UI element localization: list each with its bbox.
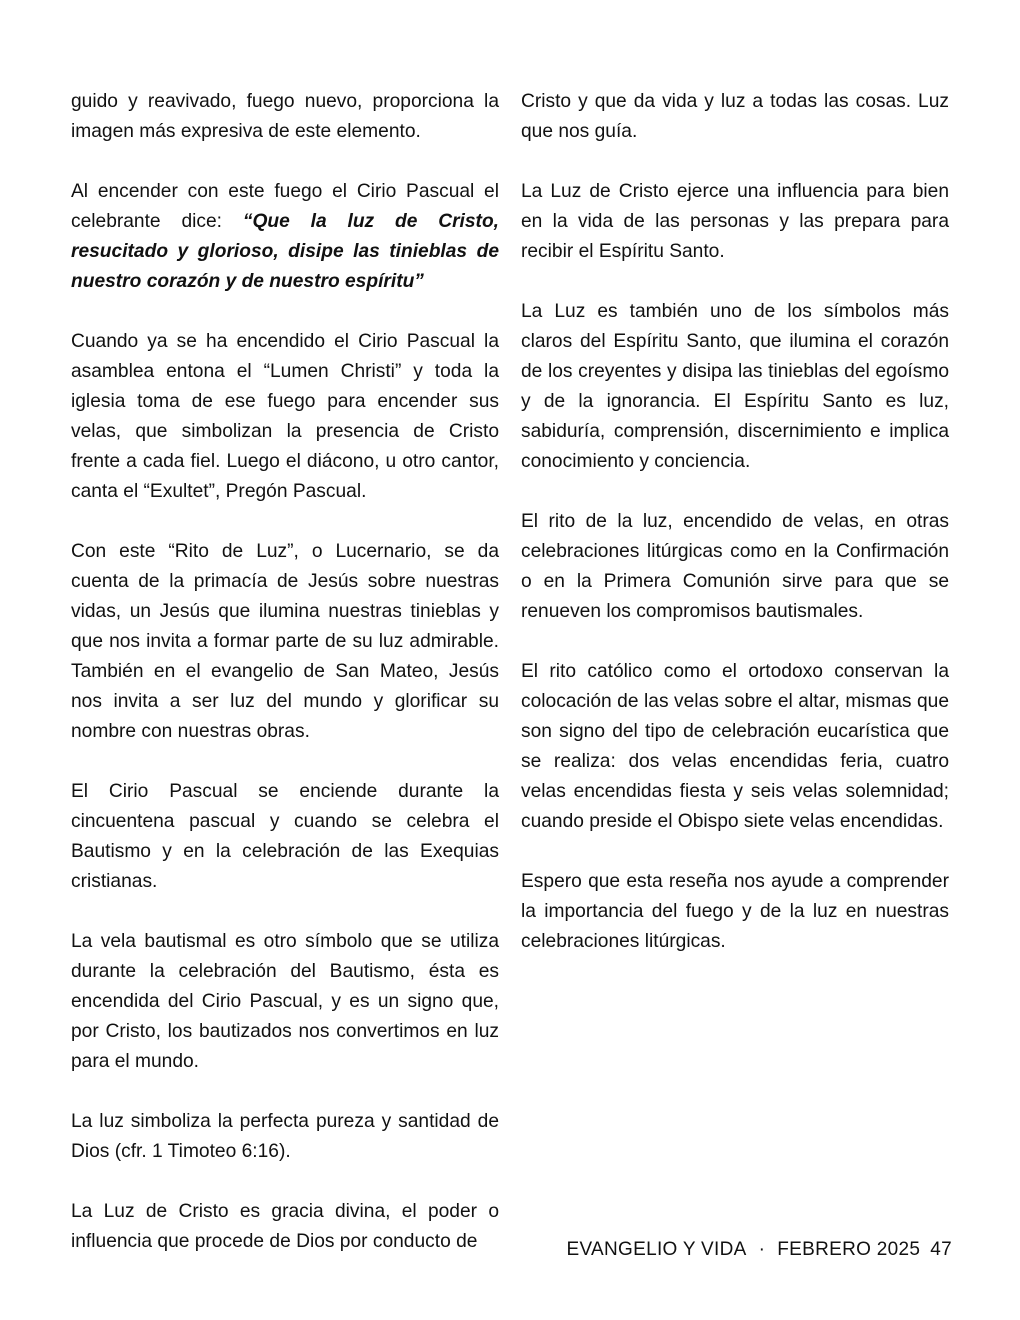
right-column	[521, 87, 949, 987]
issue-month: FEBRERO	[777, 1239, 872, 1260]
celebrant-quote: “Que la luz de Cristo, resucitado y glorioso, disipe las tinieblas de nuestro corazón y de nuestro espíritu”	[71, 211, 500, 292]
issue-year: 2025	[876, 1239, 921, 1260]
paragraph-simbolo-espiritu-santo: La Luz es también uno de los símbolos más claros del Espíritu Santo, que ilumina el corazón de los creyentes y disipa las tinieblas del egoísmo y de la ignorancia. El Espíritu Santo es luz, sabiduría, comprensión, discernimiento e implica conocimiento y conciencia.	[521, 301, 949, 472]
paragraph-encender-cirio-intro: Al encender con este fuego el Cirio Pascual el celebrante dice:	[71, 181, 499, 232]
paragraph-pureza-santidad: La luz simboliza la perfecta pureza y santidad de Dios (cfr. 1 Timoteo 6:16).	[71, 1111, 499, 1162]
paragraph-velas-altar: El rito católico como el ortodoxo conservan la colocación de las velas sobre el altar, mismas que son signo del tipo de celebración eucarística que se realiza: dos velas encendidas feria, cuatro velas encendidas fiesta y seis velas solemnidad; cuando preside el Obispo siete velas encendidas.	[521, 661, 949, 832]
page-footer	[567, 1236, 953, 1264]
paragraph-fuego-nuevo: guido y reavivado, fuego nuevo, proporciona la imagen más expresiva de este elemento.	[71, 91, 499, 142]
publication-name: EVANGELIO Y VIDA	[566, 1239, 747, 1260]
left-column	[71, 87, 499, 1287]
paragraph-luz-que-guia: Cristo y que da vida y luz a todas las cosas. Luz que nos guía.	[521, 91, 949, 142]
paragraph-vela-bautismal: La vela bautismal es otro símbolo que se utiliza durante la celebración del Bautismo, ésta es encendida del Cirio Pascual, y es un signo que, por Cristo, los bautizados nos convertimos en luz para el mundo.	[71, 931, 499, 1072]
paragraph-encender-cirio	[71, 177, 499, 297]
paragraph-rito-encendido-velas: El rito de la luz, encendido de velas, en otras celebraciones litúrgicas como en la Confirmación o en la Primera Comunión sirve para que se renueven los compromisos bautismales.	[521, 511, 949, 622]
footer-separator: ·	[758, 1239, 766, 1260]
paragraph-influencia-para-bien: La Luz de Cristo ejerce una influencia para bien en la vida de las personas y las prepara para recibir el Espíritu Santo.	[521, 181, 949, 262]
paragraph-gracia-divina: La Luz de Cristo es gracia divina, el poder o influencia que procede de Dios por conducto de	[71, 1201, 499, 1252]
paragraph-rito-de-luz: Con este “Rito de Luz”, o Lucernario, se da cuenta de la primacía de Jesús sobre nuestras vidas, un Jesús que ilumina nuestras tinieblas y que nos invita a formar parte de su luz admirable. También en el evangelio de San Mateo, Jesús nos invita a ser luz del mundo y glorificar su nombre con nuestras obras.	[71, 541, 499, 742]
paragraph-conclusion: Espero que esta reseña nos ayude a comprender la importancia del fuego y de la luz en nuestras celebraciones litúrgicas.	[521, 871, 949, 952]
paragraph-cincuentena-pascual: El Cirio Pascual se enciende durante la cincuentena pascual y cuando se celebra el Bautismo y en la celebración de las Exequias cristianas.	[71, 781, 499, 892]
paragraph-lumen-christi: Cuando ya se ha encendido el Cirio Pascual la asamblea entona el “Lumen Christi” y toda la iglesia toma de ese fuego para encender sus velas, que simbolizan la presencia de Cristo frente a cada fiel. Luego el diácono, u otro cantor, canta el “Exultet”, Pregón Pascual.	[71, 331, 499, 502]
page-number: 47	[930, 1239, 952, 1260]
